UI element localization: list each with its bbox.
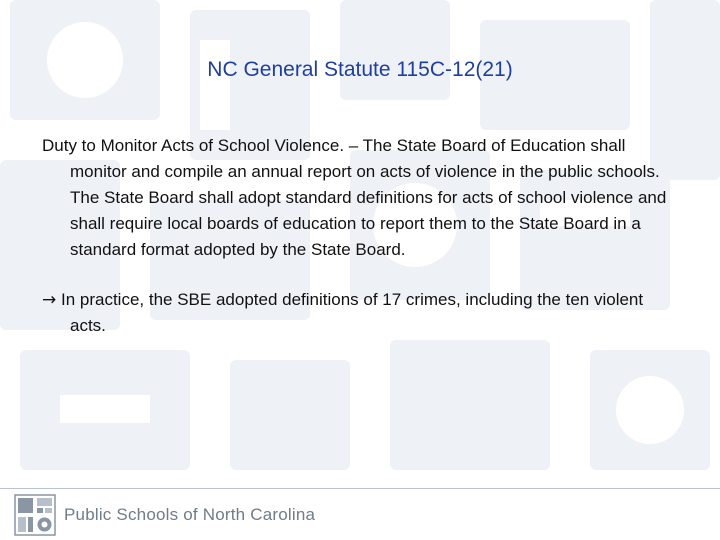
- arrow-right-icon: →: [42, 290, 57, 310]
- slide-title: NC General Statute 115C-12(21): [207, 58, 513, 81]
- practice-text: In practice, the SBE adopted definitions of 17 crimes, including the ten violent acts.: [60, 290, 644, 335]
- public-schools-logo-icon: [14, 494, 56, 536]
- footer: [14, 492, 315, 538]
- statute-paragraph: Duty to Monitor Acts of School Violence. – The State Board of Education shall monitor and compile an annual report on acts of violence in the public schools. The State Board shall adopt standard definitions for acts of school violence and shall require local boards of education to report them to the State Board in a standard format adopted by the State Board.: [42, 136, 667, 259]
- footer-divider: [0, 488, 720, 489]
- practice-paragraph: [42, 287, 682, 339]
- organization-name: Public Schools of North Carolina: [64, 505, 316, 524]
- slide-body: [42, 133, 682, 339]
